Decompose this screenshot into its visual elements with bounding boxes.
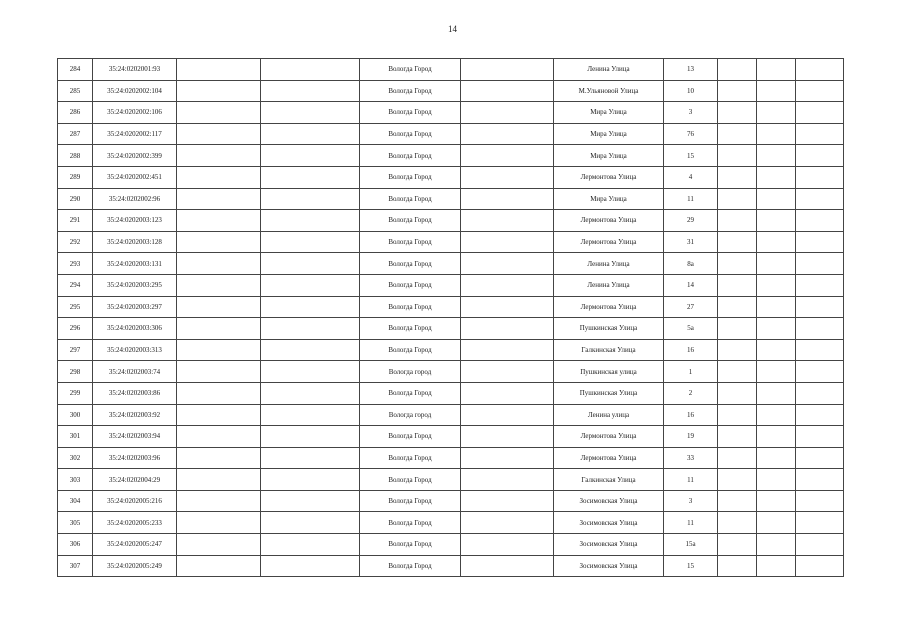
empty-cell <box>796 555 844 577</box>
empty-cell <box>461 447 554 469</box>
empty-cell <box>796 361 844 383</box>
table-row <box>58 80 844 102</box>
table-row <box>58 123 844 145</box>
street-cell: Ленина Улица <box>554 253 664 275</box>
city-cell: Вологда город <box>360 361 461 383</box>
empty-cell <box>461 166 554 188</box>
house-number-cell: 27 <box>664 296 718 318</box>
empty-cell <box>718 80 757 102</box>
street-cell: Пушкинская Улица <box>554 382 664 404</box>
house-number-cell: 16 <box>664 339 718 361</box>
empty-cell <box>261 361 360 383</box>
city-cell: Вологда Город <box>360 188 461 210</box>
empty-cell <box>261 490 360 512</box>
empty-cell <box>177 512 261 534</box>
empty-cell <box>796 210 844 232</box>
empty-cell <box>177 382 261 404</box>
empty-cell <box>461 59 554 81</box>
table-row <box>58 447 844 469</box>
empty-cell <box>796 59 844 81</box>
empty-cell <box>261 296 360 318</box>
empty-cell <box>461 534 554 556</box>
empty-cell <box>261 318 360 340</box>
house-number-cell: 11 <box>664 188 718 210</box>
empty-cell <box>461 123 554 145</box>
empty-cell <box>177 447 261 469</box>
cadastral-number-cell: 35:24:0202003:94 <box>93 426 177 448</box>
table-row <box>58 555 844 577</box>
empty-cell <box>718 231 757 253</box>
house-number-cell: 33 <box>664 447 718 469</box>
empty-cell <box>261 59 360 81</box>
city-cell: Вологда Город <box>360 382 461 404</box>
empty-cell <box>177 123 261 145</box>
table-row <box>58 145 844 167</box>
house-number-cell: 1 <box>664 361 718 383</box>
table-row <box>58 102 844 124</box>
empty-cell <box>261 426 360 448</box>
empty-cell <box>718 253 757 275</box>
table-row <box>58 296 844 318</box>
street-cell: Лермонтова Улица <box>554 210 664 232</box>
empty-cell <box>261 145 360 167</box>
empty-cell <box>757 555 796 577</box>
empty-cell <box>461 382 554 404</box>
city-cell: Вологда Город <box>360 253 461 275</box>
empty-cell <box>461 339 554 361</box>
empty-cell <box>461 296 554 318</box>
empty-cell <box>718 490 757 512</box>
row-number-cell: 291 <box>58 210 93 232</box>
empty-cell <box>261 555 360 577</box>
empty-cell <box>718 145 757 167</box>
empty-cell <box>261 339 360 361</box>
empty-cell <box>796 274 844 296</box>
empty-cell <box>177 534 261 556</box>
table-body <box>58 59 844 577</box>
house-number-cell: 19 <box>664 426 718 448</box>
empty-cell <box>177 253 261 275</box>
table-row <box>58 469 844 491</box>
city-cell: Вологда Город <box>360 210 461 232</box>
cadastral-number-cell: 35:24:0202002:96 <box>93 188 177 210</box>
empty-cell <box>757 382 796 404</box>
house-number-cell: 11 <box>664 469 718 491</box>
table-row <box>58 404 844 426</box>
page-number: 14 <box>448 24 457 34</box>
cadastral-number-cell: 35:24:0202005:247 <box>93 534 177 556</box>
table-row <box>58 382 844 404</box>
row-number-cell: 298 <box>58 361 93 383</box>
row-number-cell: 294 <box>58 274 93 296</box>
street-cell: Зосимовская Улица <box>554 512 664 534</box>
row-number-cell: 296 <box>58 318 93 340</box>
row-number-cell: 305 <box>58 512 93 534</box>
table-row <box>58 534 844 556</box>
street-cell: Лермонтова Улица <box>554 231 664 253</box>
empty-cell <box>796 426 844 448</box>
cadastral-number-cell: 35:24:0202003:295 <box>93 274 177 296</box>
empty-cell <box>718 361 757 383</box>
row-number-cell: 290 <box>58 188 93 210</box>
house-number-cell: 16 <box>664 404 718 426</box>
empty-cell <box>718 555 757 577</box>
empty-cell <box>718 404 757 426</box>
empty-cell <box>177 80 261 102</box>
table-row <box>58 490 844 512</box>
street-cell: Лермонтова Улица <box>554 166 664 188</box>
empty-cell <box>261 166 360 188</box>
city-cell: Вологда Город <box>360 555 461 577</box>
row-number-cell: 292 <box>58 231 93 253</box>
city-cell: Вологда Город <box>360 534 461 556</box>
empty-cell <box>718 102 757 124</box>
row-number-cell: 304 <box>58 490 93 512</box>
empty-cell <box>757 274 796 296</box>
table-row <box>58 318 844 340</box>
empty-cell <box>757 166 796 188</box>
street-cell: Лермонтова Улица <box>554 426 664 448</box>
house-number-cell: 76 <box>664 123 718 145</box>
empty-cell <box>796 318 844 340</box>
empty-cell <box>757 145 796 167</box>
table-row <box>58 59 844 81</box>
row-number-cell: 295 <box>58 296 93 318</box>
city-cell: Вологда Город <box>360 80 461 102</box>
cadastral-number-cell: 35:24:0202003:74 <box>93 361 177 383</box>
row-number-cell: 307 <box>58 555 93 577</box>
row-number-cell: 299 <box>58 382 93 404</box>
empty-cell <box>261 404 360 426</box>
empty-cell <box>261 188 360 210</box>
empty-cell <box>461 404 554 426</box>
empty-cell <box>796 469 844 491</box>
table-row <box>58 253 844 275</box>
empty-cell <box>261 447 360 469</box>
empty-cell <box>177 339 261 361</box>
house-number-cell: 31 <box>664 231 718 253</box>
empty-cell <box>796 404 844 426</box>
empty-cell <box>757 80 796 102</box>
empty-cell <box>757 188 796 210</box>
house-number-cell: 3 <box>664 490 718 512</box>
empty-cell <box>757 253 796 275</box>
empty-cell <box>177 555 261 577</box>
row-number-cell: 302 <box>58 447 93 469</box>
cadastral-number-cell: 35:24:0202005:216 <box>93 490 177 512</box>
empty-cell <box>461 210 554 232</box>
empty-cell <box>177 361 261 383</box>
empty-cell <box>718 188 757 210</box>
cadastral-number-cell: 35:24:0202003:306 <box>93 318 177 340</box>
empty-cell <box>757 469 796 491</box>
cadastral-number-cell: 35:24:0202003:92 <box>93 404 177 426</box>
city-cell: Вологда Город <box>360 447 461 469</box>
empty-cell <box>261 231 360 253</box>
city-cell: Вологда Город <box>360 274 461 296</box>
empty-cell <box>757 231 796 253</box>
cadastral-number-cell: 35:24:0202002:117 <box>93 123 177 145</box>
empty-cell <box>177 166 261 188</box>
table-row <box>58 188 844 210</box>
city-cell: Вологда Город <box>360 339 461 361</box>
empty-cell <box>261 80 360 102</box>
empty-cell <box>757 296 796 318</box>
street-cell: Ленина улица <box>554 404 664 426</box>
empty-cell <box>177 274 261 296</box>
empty-cell <box>796 166 844 188</box>
house-number-cell: 3 <box>664 102 718 124</box>
city-cell: Вологда Город <box>360 426 461 448</box>
row-number-cell: 288 <box>58 145 93 167</box>
cadastral-number-cell: 35:24:0202003:131 <box>93 253 177 275</box>
city-cell: Вологда Город <box>360 469 461 491</box>
row-number-cell: 303 <box>58 469 93 491</box>
house-number-cell: 29 <box>664 210 718 232</box>
table-row <box>58 339 844 361</box>
empty-cell <box>177 490 261 512</box>
house-number-cell: 14 <box>664 274 718 296</box>
empty-cell <box>261 123 360 145</box>
city-cell: Вологда Город <box>360 166 461 188</box>
empty-cell <box>177 145 261 167</box>
cadastral-number-cell: 35:24:0202003:313 <box>93 339 177 361</box>
row-number-cell: 287 <box>58 123 93 145</box>
city-cell: Вологда Город <box>360 296 461 318</box>
empty-cell <box>757 318 796 340</box>
street-cell: Мира Улица <box>554 188 664 210</box>
empty-cell <box>177 469 261 491</box>
row-number-cell: 306 <box>58 534 93 556</box>
empty-cell <box>757 447 796 469</box>
empty-cell <box>177 210 261 232</box>
empty-cell <box>718 296 757 318</box>
table-row <box>58 231 844 253</box>
street-cell: Галкинская Улица <box>554 339 664 361</box>
empty-cell <box>718 426 757 448</box>
street-cell: Мира Улица <box>554 102 664 124</box>
cadastral-number-cell: 35:24:0202003:96 <box>93 447 177 469</box>
empty-cell <box>796 534 844 556</box>
city-cell: Вологда Город <box>360 318 461 340</box>
empty-cell <box>718 447 757 469</box>
empty-cell <box>796 188 844 210</box>
empty-cell <box>461 555 554 577</box>
empty-cell <box>718 382 757 404</box>
row-number-cell: 284 <box>58 59 93 81</box>
cadastral-number-cell: 35:24:0202002:451 <box>93 166 177 188</box>
empty-cell <box>261 469 360 491</box>
empty-cell <box>796 490 844 512</box>
table-row <box>58 166 844 188</box>
street-cell: Ленина Улица <box>554 59 664 81</box>
street-cell: Зосимовская Улица <box>554 555 664 577</box>
empty-cell <box>261 253 360 275</box>
empty-cell <box>461 102 554 124</box>
registry-table <box>57 58 844 577</box>
empty-cell <box>796 145 844 167</box>
house-number-cell: 15а <box>664 534 718 556</box>
city-cell: Вологда город <box>360 404 461 426</box>
cadastral-number-cell: 35:24:0202003:297 <box>93 296 177 318</box>
cadastral-number-cell: 35:24:0202004:29 <box>93 469 177 491</box>
empty-cell <box>261 534 360 556</box>
street-cell: Пушкинская Улица <box>554 318 664 340</box>
empty-cell <box>461 426 554 448</box>
empty-cell <box>796 447 844 469</box>
empty-cell <box>718 123 757 145</box>
empty-cell <box>461 274 554 296</box>
cadastral-number-cell: 35:24:0202005:249 <box>93 555 177 577</box>
street-cell: Пушкинская улица <box>554 361 664 383</box>
empty-cell <box>177 188 261 210</box>
empty-cell <box>461 361 554 383</box>
house-number-cell: 11 <box>664 512 718 534</box>
empty-cell <box>718 339 757 361</box>
empty-cell <box>718 166 757 188</box>
street-cell: Мира Улица <box>554 145 664 167</box>
empty-cell <box>261 512 360 534</box>
empty-cell <box>757 404 796 426</box>
empty-cell <box>718 210 757 232</box>
cadastral-number-cell: 35:24:0202003:86 <box>93 382 177 404</box>
street-cell: Зосимовская Улица <box>554 490 664 512</box>
empty-cell <box>757 102 796 124</box>
empty-cell <box>757 534 796 556</box>
empty-cell <box>177 59 261 81</box>
cadastral-number-cell: 35:24:0202003:123 <box>93 210 177 232</box>
empty-cell <box>177 426 261 448</box>
house-number-cell: 4 <box>664 166 718 188</box>
street-cell: Лермонтова Улица <box>554 447 664 469</box>
cadastral-number-cell: 35:24:0202002:399 <box>93 145 177 167</box>
empty-cell <box>177 318 261 340</box>
row-number-cell: 301 <box>58 426 93 448</box>
empty-cell <box>261 102 360 124</box>
city-cell: Вологда Город <box>360 490 461 512</box>
empty-cell <box>177 102 261 124</box>
empty-cell <box>796 80 844 102</box>
empty-cell <box>718 318 757 340</box>
empty-cell <box>461 490 554 512</box>
city-cell: Вологда Город <box>360 59 461 81</box>
empty-cell <box>718 59 757 81</box>
row-number-cell: 293 <box>58 253 93 275</box>
empty-cell <box>796 253 844 275</box>
street-cell: Мира Улица <box>554 123 664 145</box>
house-number-cell: 15 <box>664 555 718 577</box>
empty-cell <box>461 469 554 491</box>
empty-cell <box>461 80 554 102</box>
empty-cell <box>757 123 796 145</box>
empty-cell <box>757 512 796 534</box>
house-number-cell: 2 <box>664 382 718 404</box>
empty-cell <box>757 59 796 81</box>
city-cell: Вологда Город <box>360 102 461 124</box>
row-number-cell: 285 <box>58 80 93 102</box>
empty-cell <box>796 102 844 124</box>
row-number-cell: 289 <box>58 166 93 188</box>
cadastral-number-cell: 35:24:0202005:233 <box>93 512 177 534</box>
empty-cell <box>177 296 261 318</box>
cadastral-number-cell: 35:24:0202003:128 <box>93 231 177 253</box>
empty-cell <box>718 512 757 534</box>
house-number-cell: 5а <box>664 318 718 340</box>
empty-cell <box>757 426 796 448</box>
street-cell: Ленина Улица <box>554 274 664 296</box>
empty-cell <box>796 123 844 145</box>
empty-cell <box>461 253 554 275</box>
empty-cell <box>461 231 554 253</box>
empty-cell <box>757 210 796 232</box>
empty-cell <box>177 231 261 253</box>
city-cell: Вологда Город <box>360 145 461 167</box>
empty-cell <box>757 490 796 512</box>
table-row <box>58 512 844 534</box>
empty-cell <box>796 296 844 318</box>
empty-cell <box>718 274 757 296</box>
empty-cell <box>718 534 757 556</box>
empty-cell <box>796 339 844 361</box>
table-row <box>58 274 844 296</box>
empty-cell <box>796 512 844 534</box>
empty-cell <box>461 145 554 167</box>
empty-cell <box>261 274 360 296</box>
empty-cell <box>757 361 796 383</box>
empty-cell <box>261 382 360 404</box>
house-number-cell: 10 <box>664 80 718 102</box>
row-number-cell: 300 <box>58 404 93 426</box>
row-number-cell: 286 <box>58 102 93 124</box>
street-cell: Лермонтова Улица <box>554 296 664 318</box>
empty-cell <box>461 512 554 534</box>
cadastral-number-cell: 35:24:0202002:104 <box>93 80 177 102</box>
house-number-cell: 8а <box>664 253 718 275</box>
house-number-cell: 13 <box>664 59 718 81</box>
street-cell: Зосимовская Улица <box>554 534 664 556</box>
city-cell: Вологда Город <box>360 123 461 145</box>
empty-cell <box>718 469 757 491</box>
empty-cell <box>757 339 796 361</box>
empty-cell <box>796 231 844 253</box>
street-cell: М.Ульяновой Улица <box>554 80 664 102</box>
table-row <box>58 361 844 383</box>
house-number-cell: 15 <box>664 145 718 167</box>
empty-cell <box>261 210 360 232</box>
city-cell: Вологда Город <box>360 231 461 253</box>
empty-cell <box>796 382 844 404</box>
cadastral-number-cell: 35:24:0202002:106 <box>93 102 177 124</box>
empty-cell <box>461 318 554 340</box>
row-number-cell: 297 <box>58 339 93 361</box>
street-cell: Галкинская Улица <box>554 469 664 491</box>
table-row <box>58 210 844 232</box>
table-row <box>58 426 844 448</box>
empty-cell <box>461 188 554 210</box>
cadastral-number-cell: 35:24:0202001:93 <box>93 59 177 81</box>
empty-cell <box>177 404 261 426</box>
city-cell: Вологда Город <box>360 512 461 534</box>
